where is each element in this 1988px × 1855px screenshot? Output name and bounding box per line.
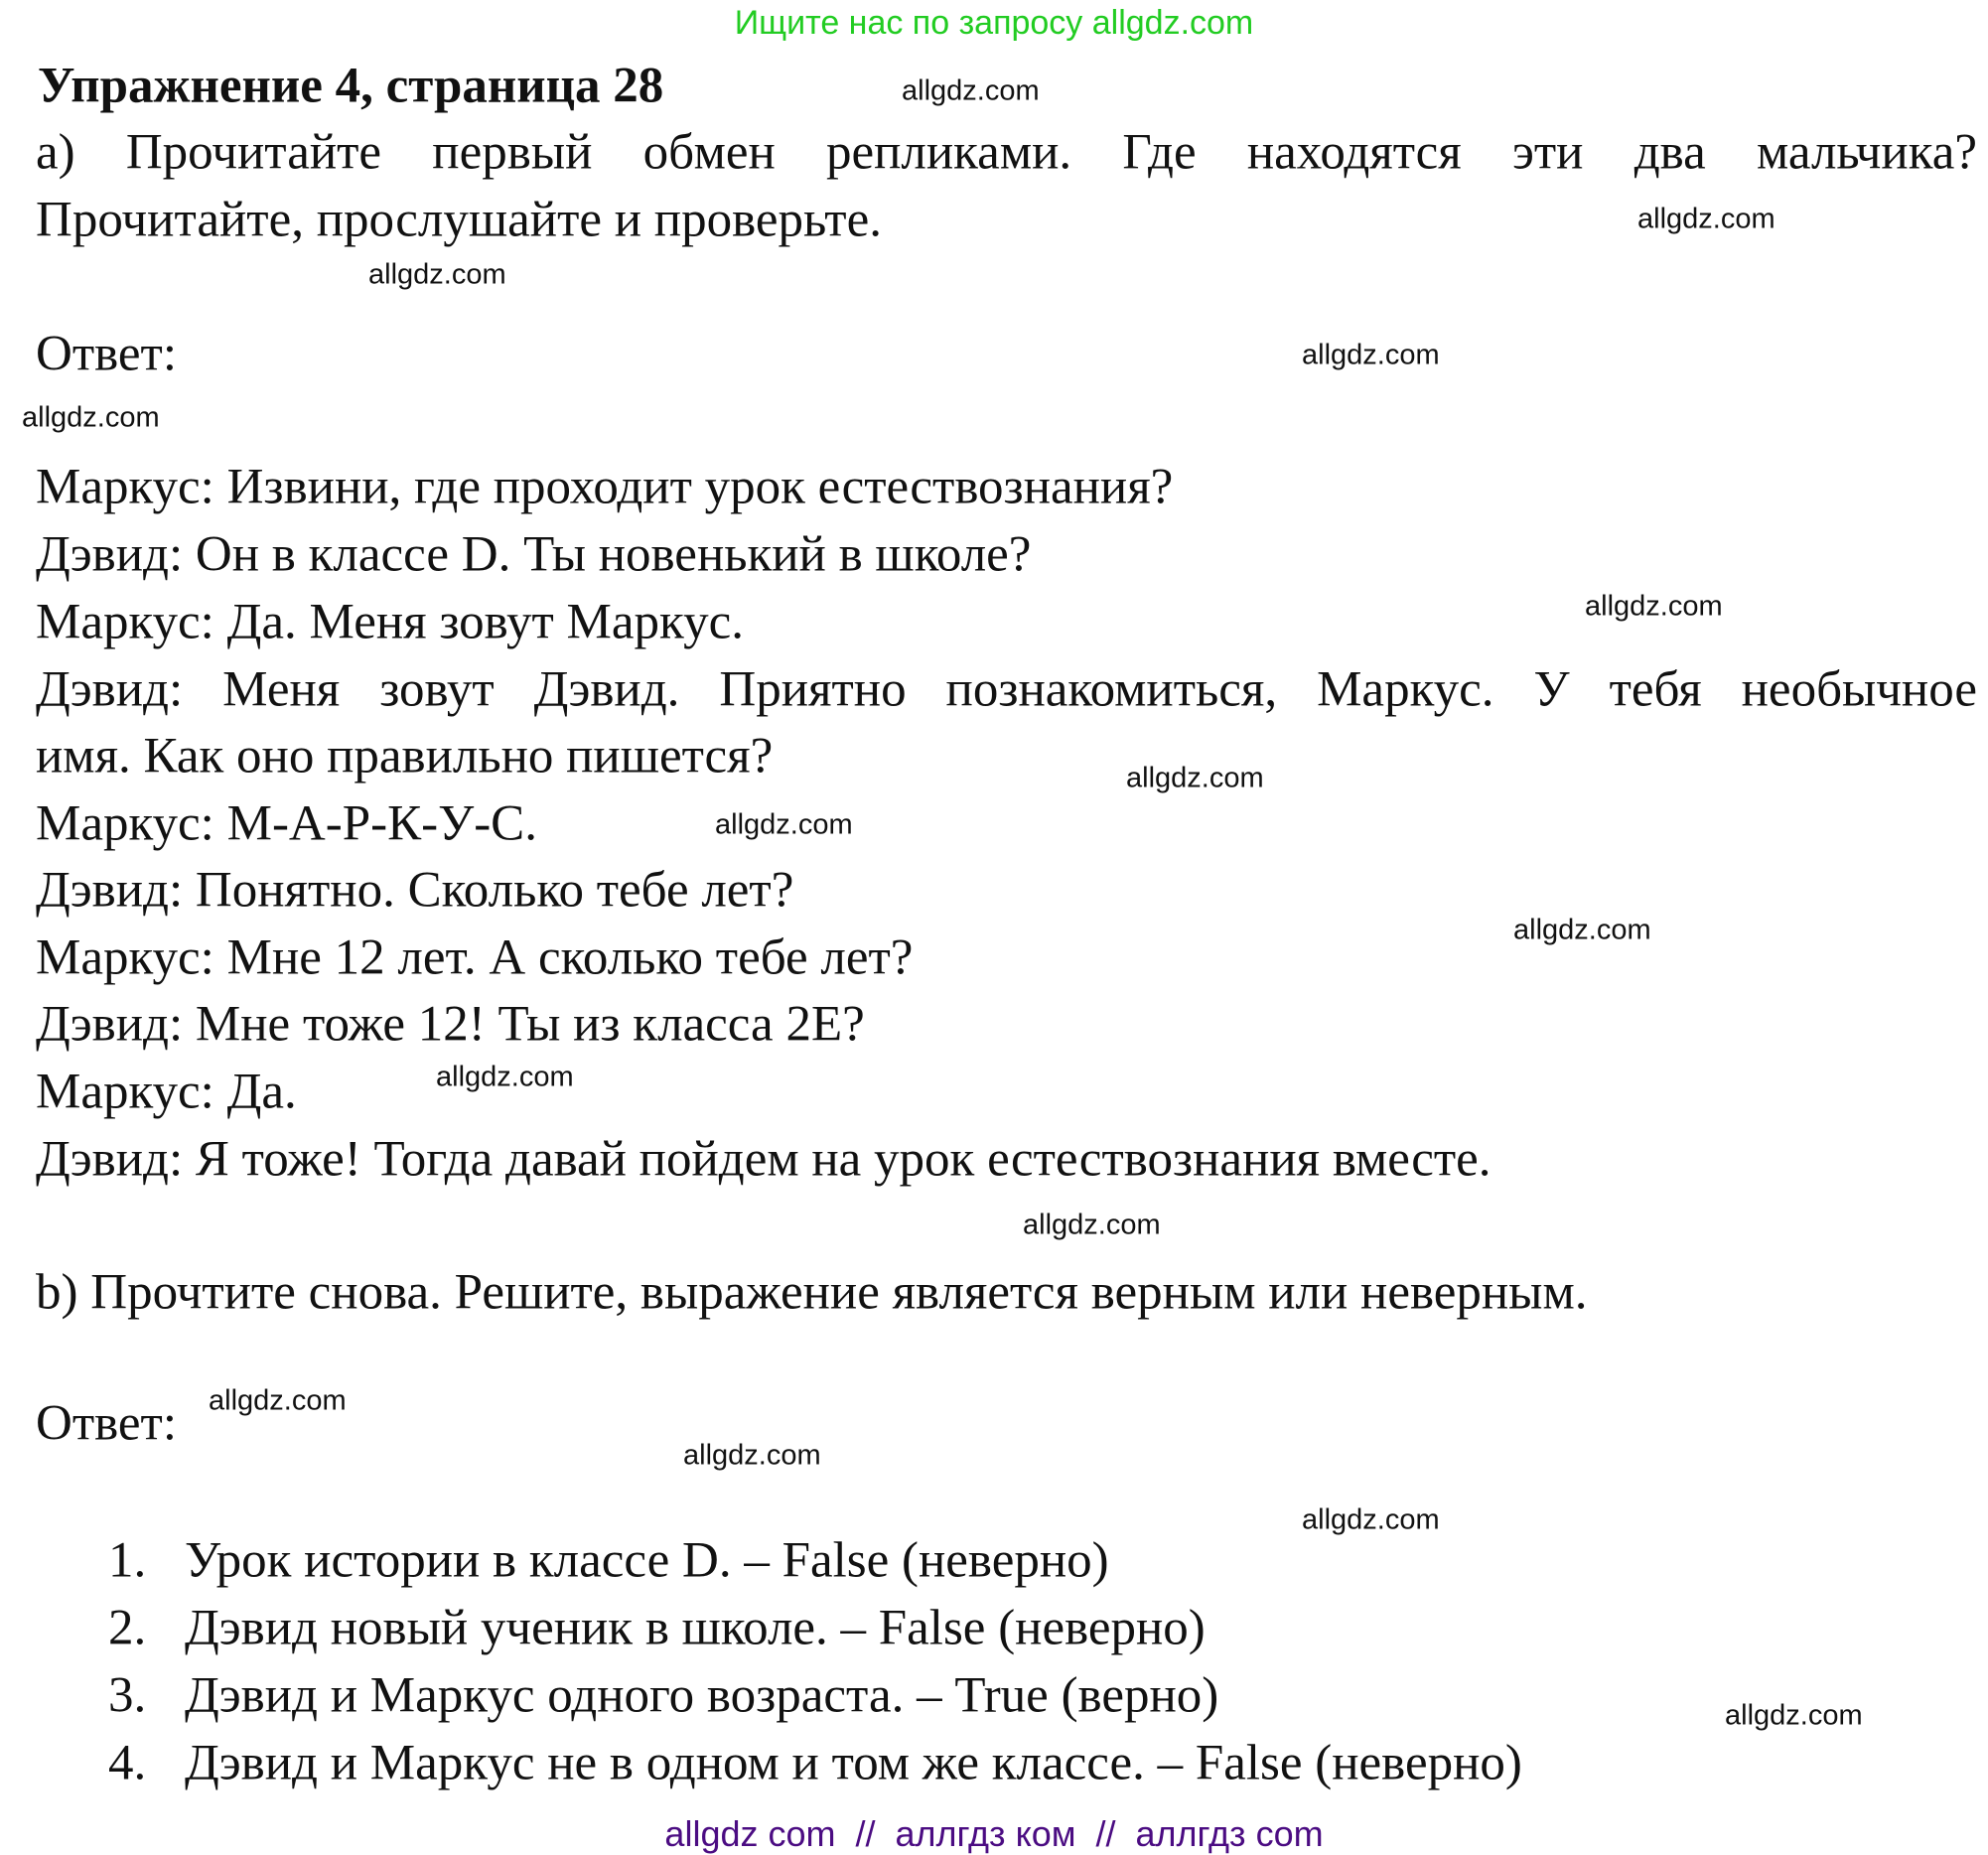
answer-item: Дэвид новый ученик в школе. – False (неверно) <box>185 1600 1206 1656</box>
watermark: allgdz.com <box>1725 1699 1863 1732</box>
watermark: allgdz.com <box>1637 203 1775 235</box>
watermark: allgdz.com <box>22 401 160 434</box>
watermark: allgdz.com <box>368 258 506 291</box>
watermark: allgdz.com <box>715 808 853 841</box>
answer-number: 4. <box>108 1735 147 1791</box>
dialog-line: Дэвид: Меня зовут Дэвид. Приятно познакомиться, Маркус. У тебя необычное <box>36 661 1977 718</box>
answer-item: Дэвид и Маркус одного возраста. – True (верно) <box>185 1667 1219 1724</box>
dialog-line: Дэвид: Мне тоже 12! Ты из класса 2Е? <box>36 996 865 1053</box>
task-a-line-1: а) Прочитайте первый обмен репликами. Где находятся эти два мальчика? <box>36 124 1977 181</box>
answer-label-a: Ответ: <box>36 326 177 382</box>
dialog-line: Маркус: М-А-Р-К-У-С. <box>36 795 537 852</box>
watermark: allgdz.com <box>1302 339 1440 371</box>
dialog-line: Дэвид: Он в классе D. Ты новенький в школе? <box>36 526 1032 583</box>
dialog-line: Маркус: Да. <box>36 1064 297 1120</box>
answer-item: Дэвид и Маркус не в одном и том же классе. – False (неверно) <box>185 1735 1522 1791</box>
watermark: allgdz.com <box>209 1384 347 1417</box>
dialog-line: Дэвид: Я тоже! Тогда давай пойдем на урок естествознания вместе. <box>36 1131 1491 1188</box>
watermark: allgdz.com <box>1302 1503 1440 1536</box>
watermark: allgdz.com <box>1126 762 1264 794</box>
answer-label-b: Ответ: <box>36 1395 177 1452</box>
dialog-line: Дэвид: Понятно. Сколько тебе лет? <box>36 862 794 919</box>
answer-number: 3. <box>108 1667 147 1724</box>
watermark: allgdz.com <box>683 1439 821 1472</box>
task-a-line-2: Прочитайте, прослушайте и проверьте. <box>36 192 882 248</box>
watermark: allgdz.com <box>902 74 1040 107</box>
dialog-line: имя. Как оно правильно пишется? <box>36 728 774 785</box>
page-title: Упражнение 4, страница 28 <box>38 58 664 114</box>
watermark: allgdz.com <box>1585 590 1723 623</box>
footer-links: allgdz com // аллгдз ком // аллгдз com <box>664 1813 1324 1854</box>
answer-number: 1. <box>108 1532 147 1589</box>
dialog-line: Маркус: Да. Меня зовут Маркус. <box>36 594 744 650</box>
dialog-line: Маркус: Извини, где проходит урок естествознания? <box>36 459 1174 515</box>
dialog-line: Маркус: Мне 12 лет. А сколько тебе лет? <box>36 929 914 986</box>
watermark: allgdz.com <box>1513 914 1651 946</box>
answer-item: Урок истории в классе D. – False (неверно) <box>185 1532 1109 1589</box>
watermark: allgdz.com <box>436 1061 574 1093</box>
task-b: b) Прочтите снова. Решите, выражение является верным или неверным. <box>36 1264 1588 1321</box>
answer-number: 2. <box>108 1600 147 1656</box>
search-banner: Ищите нас по запросу allgdz.com <box>734 4 1254 42</box>
watermark: allgdz.com <box>1023 1209 1161 1241</box>
